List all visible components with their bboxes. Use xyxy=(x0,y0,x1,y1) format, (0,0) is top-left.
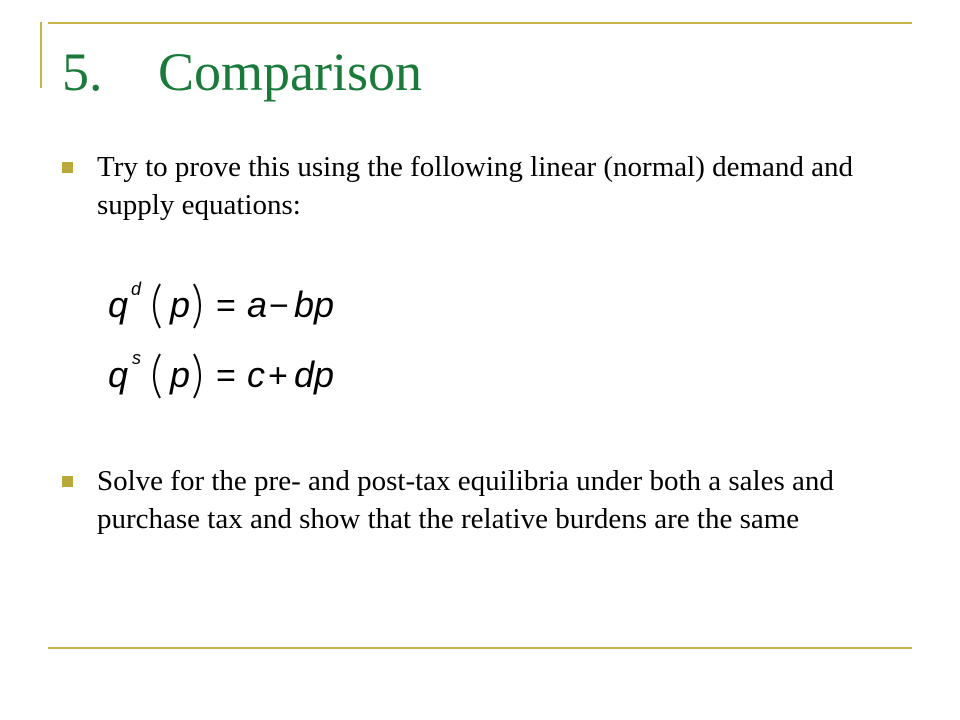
bullet-item-1 xyxy=(62,148,912,224)
demand-argument: p xyxy=(170,284,191,325)
demand-left-paren-icon xyxy=(154,284,160,328)
bottom-rule xyxy=(48,647,912,649)
demand-operator: − xyxy=(269,287,289,325)
bullet-item-2 xyxy=(62,462,912,538)
page-title xyxy=(62,32,422,112)
demand-symbol: q xyxy=(108,284,129,325)
equations-svg xyxy=(108,270,448,410)
supply-equals: = xyxy=(216,357,236,395)
bullet-text-1: Try to prove this using the following linear (normal) demand and supply equations: xyxy=(97,151,854,221)
top-rule xyxy=(48,22,912,24)
supply-right-paren-icon xyxy=(194,354,200,398)
supply-symbol: q xyxy=(108,354,129,395)
title-number: 5. xyxy=(62,42,103,102)
supply-rhs-second: dp xyxy=(294,354,335,395)
supply-equation xyxy=(108,348,334,398)
demand-equation xyxy=(108,279,334,328)
demand-superscript: d xyxy=(131,279,142,299)
square-bullet-icon xyxy=(62,476,73,487)
supply-superscript: s xyxy=(132,348,141,368)
left-rule xyxy=(40,22,42,88)
title-text: Comparison xyxy=(158,42,422,102)
demand-rhs-first: a xyxy=(247,284,268,325)
demand-rhs-second: bp xyxy=(294,284,335,325)
supply-rhs-first: c xyxy=(247,354,265,395)
demand-equals: = xyxy=(216,287,236,325)
supply-left-paren-icon xyxy=(154,354,160,398)
equations-block xyxy=(108,270,448,410)
bullet-text-2: Solve for the pre- and post-tax equilibria under both a sales and purchase tax and show that the relative burdens are the same xyxy=(97,465,834,535)
square-bullet-icon xyxy=(62,162,73,173)
demand-right-paren-icon xyxy=(194,284,200,328)
supply-operator: + xyxy=(268,357,288,395)
supply-argument: p xyxy=(170,354,191,395)
